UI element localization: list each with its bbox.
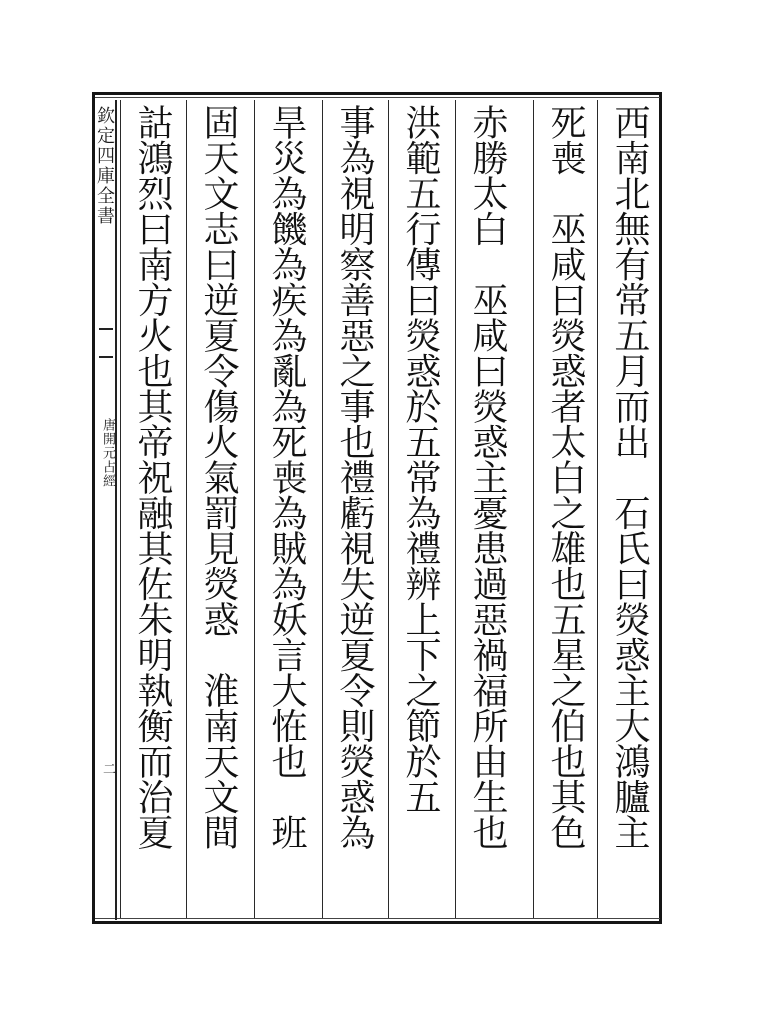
- text-column-1: [597, 100, 660, 918]
- text-column-6: [254, 100, 317, 918]
- margin-chapter-title: 唐開元占經: [100, 418, 115, 488]
- text-column-7: [186, 100, 249, 918]
- margin-page-number: 二: [100, 762, 115, 775]
- margin-book-title: 欽定四庫全書: [94, 106, 115, 226]
- column-text: 洪範五行傳曰熒惑於五常為禮辨上下之節於五: [400, 104, 441, 814]
- column-text: 西南北無有常五月而出 石氏曰熒惑主大鴻臚主: [609, 104, 650, 850]
- fish-tail-mark-icon: [99, 328, 113, 358]
- column-text: 赤勝太白 巫咸曰熒惑主憂患過惡禍福所由生也: [467, 104, 508, 850]
- column-text: 固天文志曰逆夏令傷火氣罰見熒惑 淮南天文間: [198, 104, 239, 850]
- text-column-2: [533, 100, 596, 918]
- column-text: 事為視明察善惡之事也禮虧視失逆夏令則熒惑為: [334, 104, 375, 850]
- text-column-3: [455, 100, 518, 918]
- text-column-5: [322, 100, 385, 918]
- column-text: 旱災為饑為疾為亂為死喪為賊為妖言大恠也 班: [266, 104, 307, 850]
- text-column-4: [388, 100, 451, 918]
- column-text: 詁鴻烈曰南方火也其帝祝融其佐朱明執衡而治夏: [132, 104, 173, 850]
- column-text: 死喪 巫咸曰熒惑者太白之雄也五星之伯也其色: [545, 104, 586, 850]
- margin-strip: [95, 100, 117, 920]
- text-column-8: [120, 100, 183, 918]
